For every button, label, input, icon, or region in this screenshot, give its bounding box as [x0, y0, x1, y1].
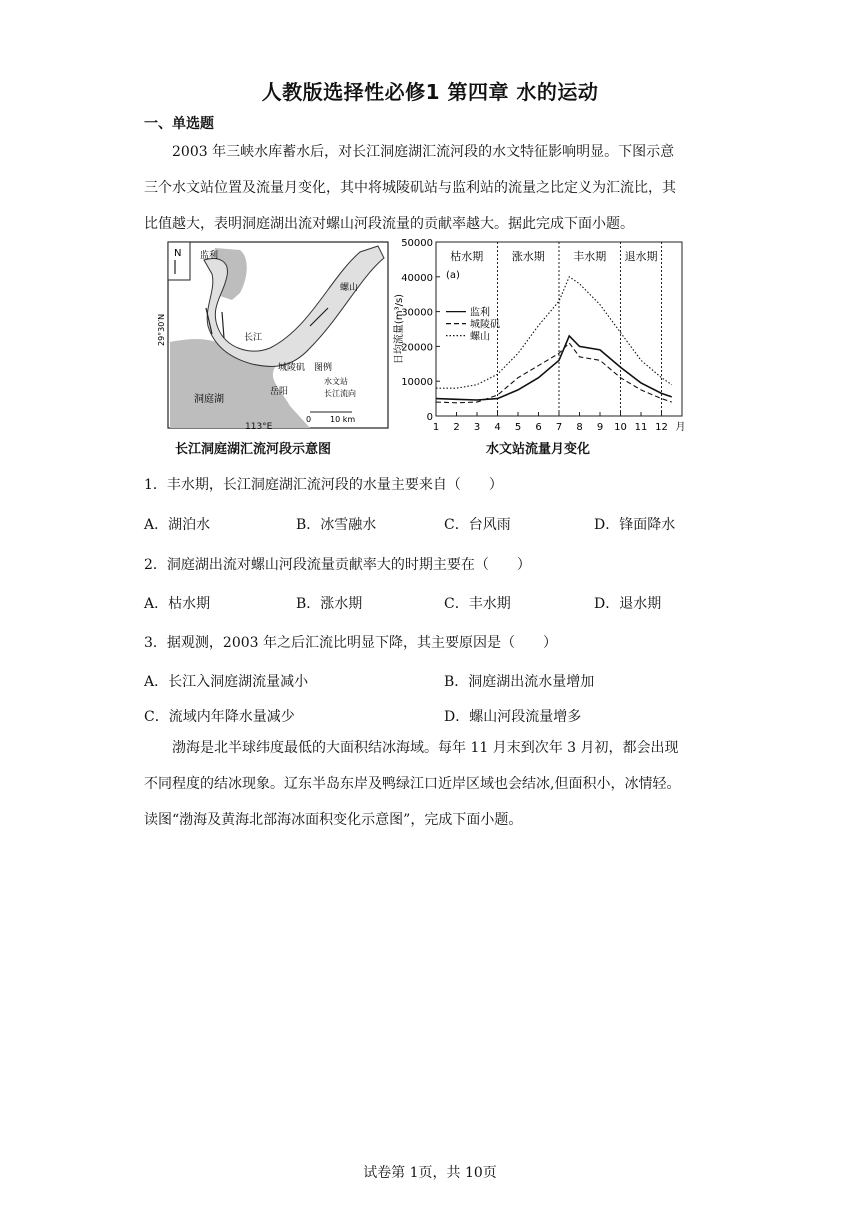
flow-chart	[392, 236, 692, 440]
q1-option-a[interactable]: A．湖泊水	[144, 517, 211, 533]
legend-label: 监利	[470, 307, 490, 319]
x-tick-label: 3	[473, 422, 481, 433]
page-title: 人教版选择性必修1 第四章 水的运动	[261, 80, 599, 104]
legend-label: 螺山	[470, 331, 490, 343]
intro1-line: 2003 年三峡水库蓄水后，对长江洞庭湖汇流河段的水文特征影响明显。下图示意	[172, 144, 675, 160]
q1-option-d[interactable]: D．锋面降水	[594, 517, 676, 533]
period-label: 涨水期	[511, 250, 545, 263]
q1-option-b[interactable]: B．冰雪融水	[296, 517, 377, 533]
period-label: 丰水期	[573, 250, 607, 263]
legend-station: 水文站	[324, 377, 348, 386]
panel-label: (a)	[446, 270, 460, 281]
latitude-label: 29°30′N	[157, 313, 166, 346]
river-label: 长江	[244, 333, 263, 343]
scale-ten: 10 km	[330, 415, 356, 424]
station-chenglingji: 城陵矶	[278, 363, 306, 373]
y-tick-label: 20000	[401, 342, 433, 354]
map-caption: 长江洞庭湖汇流河段示意图	[175, 442, 332, 457]
intro1-line: 比值越大，表明洞庭湖出流对螺山河段流量的贡献率越大。据此完成下面小题。	[144, 216, 634, 232]
y-tick-label: 30000	[401, 307, 433, 319]
intro2-line: 不同程度的结冰现象。辽东半岛东岸及鸭绿江口近岸区域也会结冰,但面积小，冰情轻。	[144, 776, 681, 792]
x-tick-label: 6	[535, 422, 542, 433]
scale-zero: 0	[306, 415, 312, 424]
question-2-stem: 2．洞庭湖出流对螺山河段流量贡献率大的时期主要在（ ）	[144, 557, 531, 573]
confluence-map	[157, 238, 392, 436]
q2-option-c[interactable]: C．丰水期	[444, 596, 511, 612]
x-tick-label: 11	[634, 422, 648, 433]
intro-paragraph-1	[144, 134, 714, 242]
x-tick-label: 5	[514, 422, 522, 433]
y-axis-label: 日均流量(m³/s)	[394, 293, 405, 365]
q3-option-d[interactable]: D．螺山河段流量增多	[444, 709, 582, 725]
longitude-label: 113°E	[245, 422, 273, 432]
legend-flow: 长江流向	[324, 389, 356, 398]
y-tick-label: 10000	[401, 377, 433, 389]
intro1-line: 三个水文站位置及流量月变化，其中将城陵矶站与监利站的流量之比定义为汇流比，其	[144, 180, 676, 196]
q3-option-b[interactable]: B．洞庭湖出流水量增加	[444, 674, 595, 690]
city-label: 岳阳	[270, 387, 289, 397]
q2-option-a[interactable]: A．枯水期	[144, 596, 211, 612]
series-line-0	[436, 336, 672, 400]
q1-option-c[interactable]: C．台风雨	[444, 517, 511, 533]
x-tick-label: 7	[555, 422, 563, 433]
intro2-line: 读图“渤海及黄海北部海冰面积变化示意图”，完成下面小题。	[144, 812, 523, 828]
north-label: N	[174, 248, 182, 259]
q2-option-d[interactable]: D．退水期	[594, 596, 662, 612]
section-heading: 一、单选题	[144, 116, 214, 132]
chart-caption: 水文站流量月变化	[486, 442, 591, 457]
legend-title: 图例	[314, 363, 333, 373]
intro2-line: 渤海是北半球纬度最低的大面积结冰海域。每年 11 月末到次年 3 月初，都会出现	[172, 740, 679, 756]
x-unit: 月	[675, 422, 686, 433]
q2-option-b[interactable]: B．涨水期	[296, 596, 363, 612]
question-3-stem: 3．据观测，2003 年之后汇流比明显下降，其主要原因是（ ）	[144, 635, 557, 651]
y-tick-label: 0	[426, 412, 433, 423]
y-tick-label: 40000	[401, 272, 433, 284]
x-tick-label: 4	[494, 422, 501, 433]
x-tick-label: 2	[453, 422, 460, 433]
lake-label: 洞庭湖	[194, 394, 224, 405]
q3-option-c[interactable]: C．流域内年降水量减少	[144, 709, 295, 725]
period-label: 退水期	[624, 250, 658, 263]
x-tick-label: 8	[576, 422, 583, 433]
station-luoshan: 螺山	[340, 283, 359, 293]
page-footer: 试卷第 1页，共 10页	[363, 1165, 497, 1181]
x-tick-label: 9	[596, 422, 604, 433]
period-label: 枯水期	[450, 250, 484, 263]
q3-option-a[interactable]: A．长江入洞庭湖流量减小	[144, 674, 309, 690]
x-tick-label: 10	[614, 422, 627, 433]
x-tick-label: 12	[655, 422, 668, 433]
legend-label: 城陵矶	[470, 319, 500, 331]
question-1-stem: 1．丰水期，长江洞庭湖汇流河段的水量主要来自（ ）	[144, 477, 503, 493]
series-line-1	[436, 343, 672, 403]
y-tick-label: 50000	[401, 238, 433, 249]
x-tick-label: 1	[432, 422, 440, 433]
station-jianli: 监利	[200, 251, 219, 261]
intro-paragraph-2	[144, 730, 714, 838]
